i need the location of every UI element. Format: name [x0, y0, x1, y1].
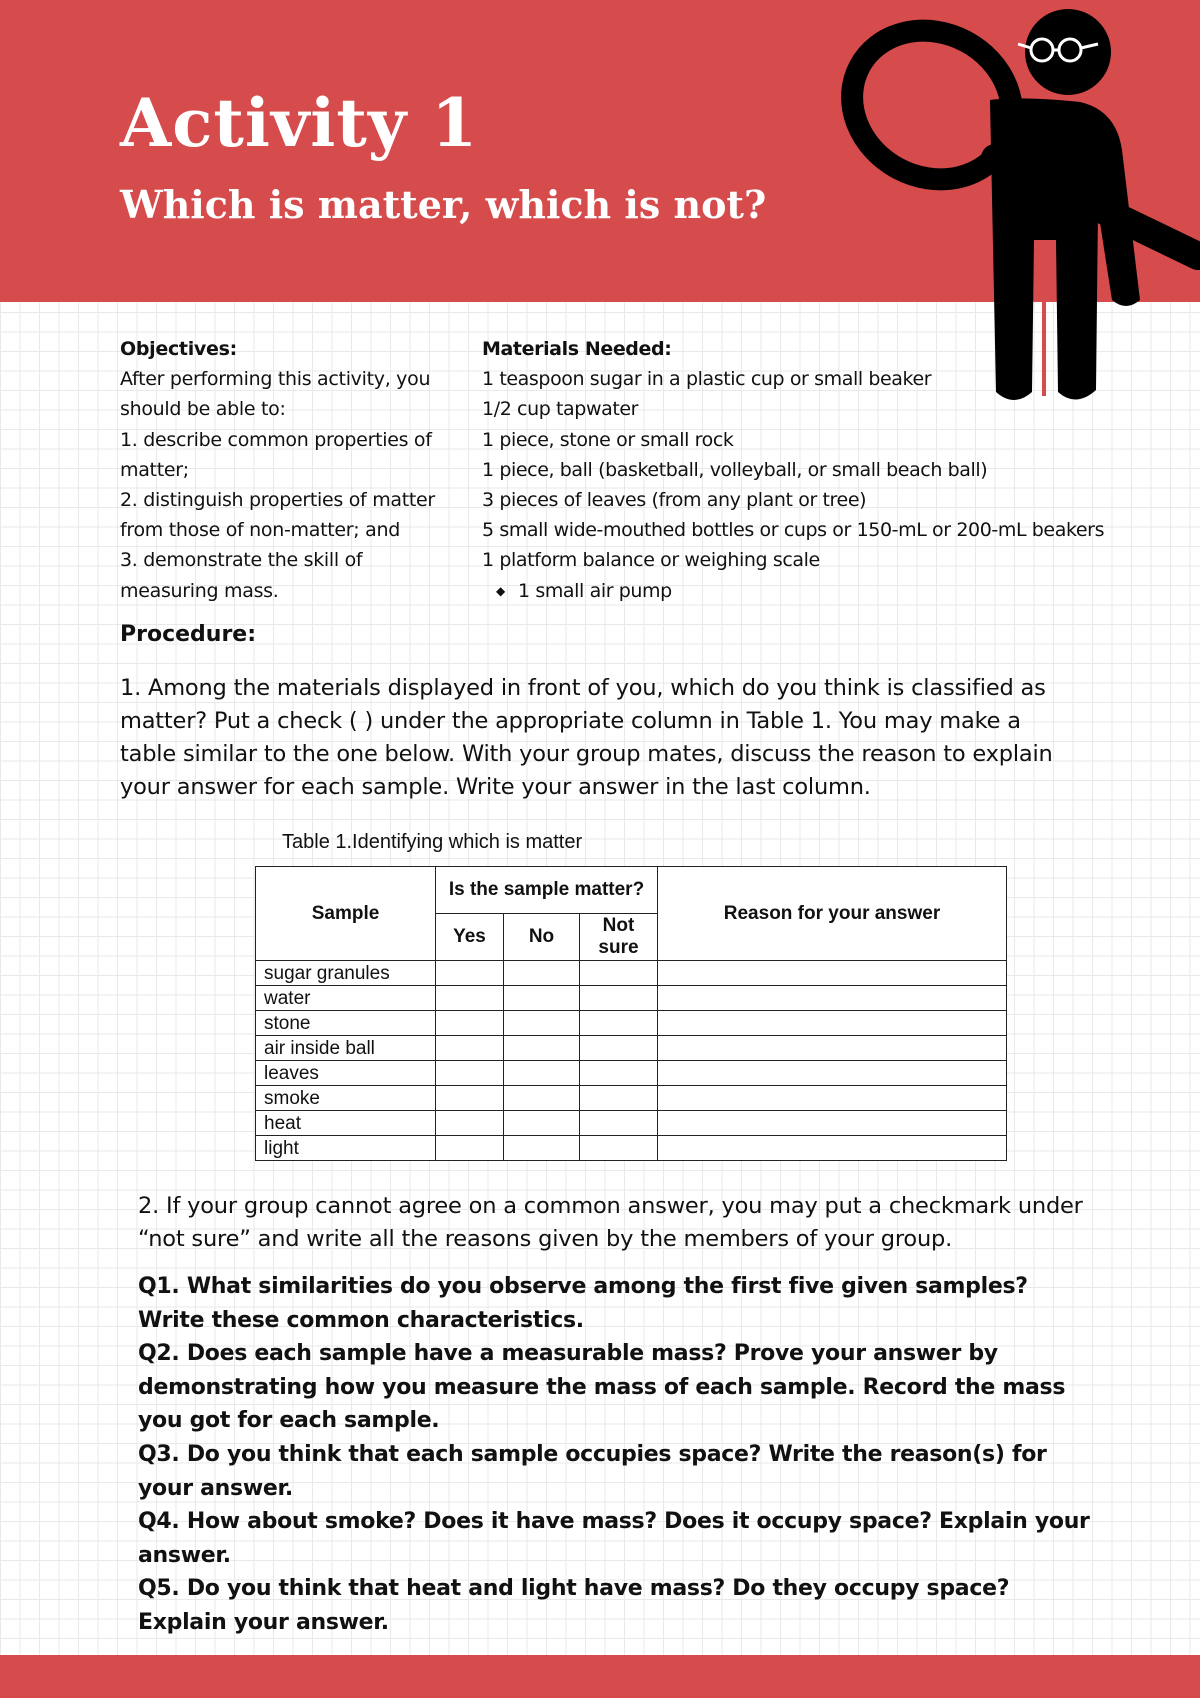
yes-cell[interactable] [436, 1036, 504, 1061]
objectives-line: from those of non-matter; and [120, 519, 400, 542]
yes-cell[interactable] [436, 1136, 504, 1161]
objectives-line: 1. describe common properties of [120, 428, 432, 451]
question-item: Q1. What similarities do you observe among the first five given samples? Write these common characteristics. [138, 1274, 1028, 1333]
reason-cell[interactable] [658, 1136, 1007, 1161]
objectives-heading: Objectives: [120, 338, 237, 360]
reason-cell[interactable] [658, 1061, 1007, 1086]
no-cell[interactable] [504, 1136, 580, 1161]
materials-item: 1 piece, ball (basketball, volleyball, or small beach ball) [482, 458, 988, 481]
not-sure-cell[interactable] [580, 1111, 658, 1136]
yes-cell[interactable] [436, 1111, 504, 1136]
no-cell[interactable] [504, 1086, 580, 1111]
no-cell[interactable] [504, 1061, 580, 1086]
header-is-matter: Is the sample matter? [436, 867, 658, 914]
yes-cell[interactable] [436, 1011, 504, 1036]
materials-item: 1 teaspoon sugar in a plastic cup or small beaker [482, 368, 932, 391]
sample-cell: water [256, 986, 436, 1011]
not-sure-cell[interactable] [580, 1011, 658, 1036]
table-row [256, 1136, 1007, 1161]
not-sure-cell[interactable] [580, 1086, 658, 1111]
header-reason: Reason for your answer [658, 867, 1007, 961]
yes-cell[interactable] [436, 1086, 504, 1111]
objectives-section [120, 334, 460, 606]
sample-cell: heat [256, 1111, 436, 1136]
not-sure-cell[interactable] [580, 961, 658, 986]
matter-table [255, 866, 1007, 1161]
not-sure-cell[interactable] [580, 1036, 658, 1061]
table-row [256, 961, 1007, 986]
sample-cell: light [256, 1136, 436, 1161]
objectives-line: 2. distinguish properties of matter [120, 489, 435, 512]
objectives-line: should be able to: [120, 398, 286, 421]
diamond-bullet-icon: ◆ [496, 583, 505, 598]
not-sure-cell[interactable] [580, 1061, 658, 1086]
page-subtitle: Which is matter, which is not? [120, 182, 767, 227]
question-item: Q3. Do you think that each sample occupies space? Write the reason(s) for your answer. [138, 1441, 1047, 1501]
no-cell[interactable] [504, 1011, 580, 1036]
procedure-step-1: 1. Among the materials displayed in front of you, which do you think is classified as matter? Put a check ( ) under the appropriate column in Table 1. You may make a table similar to the one below. With your group mates, discuss the reason to explain your answer for each sample. Write your answer in the last column. [120, 675, 1053, 800]
not-sure-cell[interactable] [580, 986, 658, 1011]
procedure-heading: Procedure: [120, 622, 257, 647]
reason-cell[interactable] [658, 1011, 1007, 1036]
materials-bullet-item [482, 576, 1182, 606]
materials-section [482, 334, 1182, 606]
question-item: Q4. How about smoke? Does it have mass? Does it occupy space? Explain your answer. [138, 1509, 1090, 1568]
header-not-sure: Not sure [580, 914, 658, 961]
no-cell[interactable] [504, 1036, 580, 1061]
reason-cell[interactable] [658, 1036, 1007, 1061]
footer-bar [0, 1655, 1200, 1698]
objectives-line: 3. demonstrate the skill of [120, 549, 363, 572]
objectives-line: matter; [120, 458, 189, 481]
sample-cell: stone [256, 1011, 436, 1036]
table-row [256, 986, 1007, 1011]
materials-heading: Materials Needed: [482, 338, 672, 360]
objectives-line: measuring mass. [120, 579, 279, 602]
table-row [256, 1011, 1007, 1036]
sample-cell: air inside ball [256, 1036, 436, 1061]
header-yes: Yes [436, 914, 504, 961]
materials-bullet-text: 1 small air pump [518, 579, 672, 602]
no-cell[interactable] [504, 961, 580, 986]
procedure-step-2: 2. If your group cannot agree on a common answer, you may put a checkmark under “not sure” and write all the reasons given by the members of your group. [138, 1193, 1083, 1252]
reason-cell[interactable] [658, 961, 1007, 986]
reason-cell[interactable] [658, 986, 1007, 1011]
no-cell[interactable] [504, 1111, 580, 1136]
reason-cell[interactable] [658, 1086, 1007, 1111]
question-item: Q5. Do you think that heat and light have mass? Do they occupy space? Explain your answer. [138, 1576, 1010, 1635]
sample-cell: sugar granules [256, 961, 436, 986]
reason-cell[interactable] [658, 1111, 1007, 1136]
yes-cell[interactable] [436, 986, 504, 1011]
materials-item: 1/2 cup tapwater [482, 398, 639, 421]
materials-item: 3 pieces of leaves (from any plant or tree) [482, 489, 867, 512]
table-row [256, 1086, 1007, 1111]
page-title: Activity 1 [120, 84, 479, 162]
yes-cell[interactable] [436, 1061, 504, 1086]
no-cell[interactable] [504, 986, 580, 1011]
materials-item: 1 platform balance or weighing scale [482, 549, 820, 572]
table-1 [240, 826, 1012, 1161]
questions-list [138, 1270, 1098, 1640]
not-sure-cell[interactable] [580, 1136, 658, 1161]
sample-cell: leaves [256, 1061, 436, 1086]
yes-cell[interactable] [436, 961, 504, 986]
objectives-line: After performing this activity, you [120, 368, 431, 391]
header-sample: Sample [256, 867, 436, 961]
table-row [256, 1061, 1007, 1086]
materials-item: 5 small wide-mouthed bottles or cups or 150-mL or 200-mL beakers [482, 519, 1105, 542]
table-caption: Table 1.Identifying which is matter [282, 831, 583, 853]
question-item: Q2. Does each sample have a measurable mass? Prove your answer by demonstrating how you measure the mass of each sample. Record the mass you got for each sample. [138, 1341, 1066, 1434]
table-row [256, 1036, 1007, 1061]
materials-item: 1 piece, stone or small rock [482, 428, 734, 451]
header-no: No [504, 914, 580, 961]
sample-cell: smoke [256, 1086, 436, 1111]
table-row [256, 1111, 1007, 1136]
